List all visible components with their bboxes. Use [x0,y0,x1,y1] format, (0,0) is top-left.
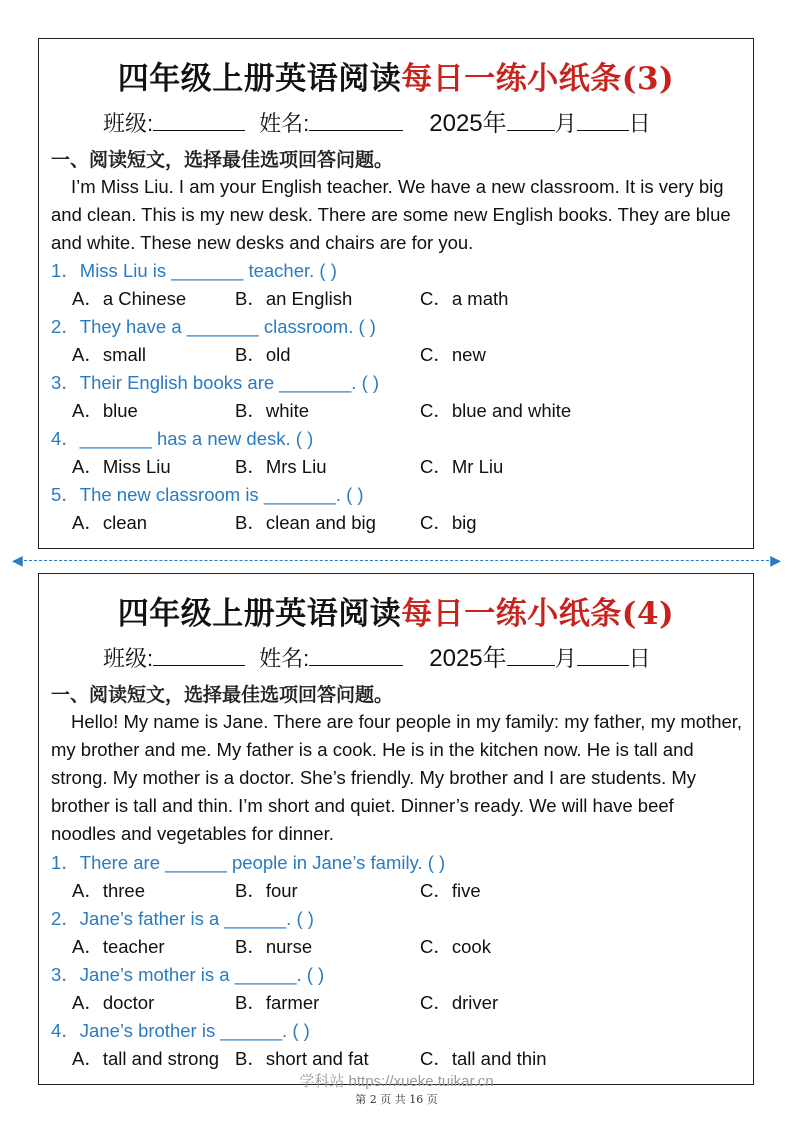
option-b[interactable]: B．short and fat [235,1048,369,1069]
option-c[interactable]: C．tall and thin [420,1048,547,1069]
card-title [39,53,753,98]
question-3: 3．Their English books are _______. ( ) [51,372,380,393]
option-b[interactable]: B．farmer [235,992,320,1013]
option-c[interactable]: C．a math [420,288,509,309]
year-label: 2025年 [429,645,507,672]
option-a[interactable]: A．doctor [72,992,155,1013]
question-3: 3．Jane’s mother is a ______. ( ) [51,964,325,985]
title-main: 四年级上册英语阅读 [117,596,402,632]
name-blank[interactable] [309,645,403,666]
name-label: 姓名: [259,646,310,671]
day-blank[interactable] [577,645,629,666]
option-a[interactable]: A．Miss Liu [72,456,171,477]
cut-line-divider [14,560,779,561]
question-2: 2．They have a _______ classroom. ( ) [51,316,376,337]
question-5: 5．The new classroom is _______. ( ) [51,484,364,505]
cut-arrow-right-icon: ▶ [770,552,781,568]
class-blank[interactable] [153,645,245,666]
page-number: 第 2 页 共 16 页 [355,1093,438,1106]
month-label: 月 [554,646,577,671]
option-a[interactable]: A．clean [72,512,148,533]
question-1: 1．There are ______ people in Jane’s family. ( ) [51,852,446,873]
option-b[interactable]: B．Mrs Liu [235,456,327,477]
option-a[interactable]: A．teacher [72,936,165,957]
cut-arrow-left-icon: ◀ [12,552,23,568]
day-label: 日 [628,111,651,136]
option-b[interactable]: B．nurse [235,936,313,957]
day-blank[interactable] [577,110,629,131]
option-c[interactable]: C．cook [420,936,491,957]
option-a[interactable]: A．small [72,344,147,365]
option-c[interactable]: C．big [420,512,477,533]
option-c[interactable]: C．blue and white [420,400,572,421]
name-label: 姓名: [259,111,310,136]
month-blank[interactable] [507,110,555,131]
month-label: 月 [554,111,577,136]
option-a[interactable]: A．a Chinese [72,288,187,309]
section-heading: 一、阅读短文，选择最佳选项回答问题。 [51,684,394,706]
student-info-row [103,103,651,138]
option-b[interactable]: B．white [235,400,310,421]
option-c[interactable]: C．new [420,344,486,365]
worksheet-card-4 [38,573,754,1085]
option-b[interactable]: B．an English [235,288,353,309]
watermark-text: 学科站 https://xueke.tuikar.cn [299,1073,494,1090]
option-a[interactable]: A．three [72,880,146,901]
worksheet-card-3 [38,38,754,549]
question-4: 4．_______ has a new desk. ( ) [51,428,314,449]
card-title [39,588,753,633]
option-c[interactable]: C．driver [420,992,499,1013]
name-blank[interactable] [309,110,403,131]
option-a[interactable]: A．blue [72,400,138,421]
option-b[interactable]: B．clean and big [235,512,376,533]
class-label: 班级: [103,111,154,136]
option-b[interactable]: B．four [235,880,298,901]
class-label: 班级: [103,646,154,671]
option-b[interactable]: B．old [235,344,291,365]
month-blank[interactable] [507,645,555,666]
class-blank[interactable] [153,110,245,131]
year-label: 2025年 [429,110,507,137]
reading-passage: I’m Miss Liu. I am your English teacher. We have a new classroom. It is very big and clean. This is my new desk. There are some new English books. They are blue and white. These new desks and chairs are for you. [51,176,731,253]
question-1: 1．Miss Liu is _______ teacher. ( ) [51,260,337,281]
section-heading: 一、阅读短文，选择最佳选项回答问题。 [51,149,394,171]
title-sub: 每日一练小纸条(3) [401,61,675,97]
title-main: 四年级上册英语阅读 [117,61,402,97]
day-label: 日 [628,646,651,671]
student-info-row [103,638,651,673]
option-c[interactable]: C．five [420,880,481,901]
option-c[interactable]: C．Mr Liu [420,456,504,477]
question-4: 4．Jane’s brother is ______. ( ) [51,1020,310,1041]
title-sub: 每日一练小纸条(4) [401,596,675,632]
option-a[interactable]: A．tall and strong [72,1048,220,1069]
question-2: 2．Jane’s father is a ______. ( ) [51,908,314,929]
reading-passage: Hello! My name is Jane. There are four people in my family: my father, my mother, my brother and me. My father is a cook. He is in the kitchen now. He is tall and strong. My mother is a doctor. She’s friendly. My brother and I are students. My brother is tall and thin. I’m short and quiet. Dinner’s ready. We will have beef noodles and vegetables for dinner. [51,711,743,844]
